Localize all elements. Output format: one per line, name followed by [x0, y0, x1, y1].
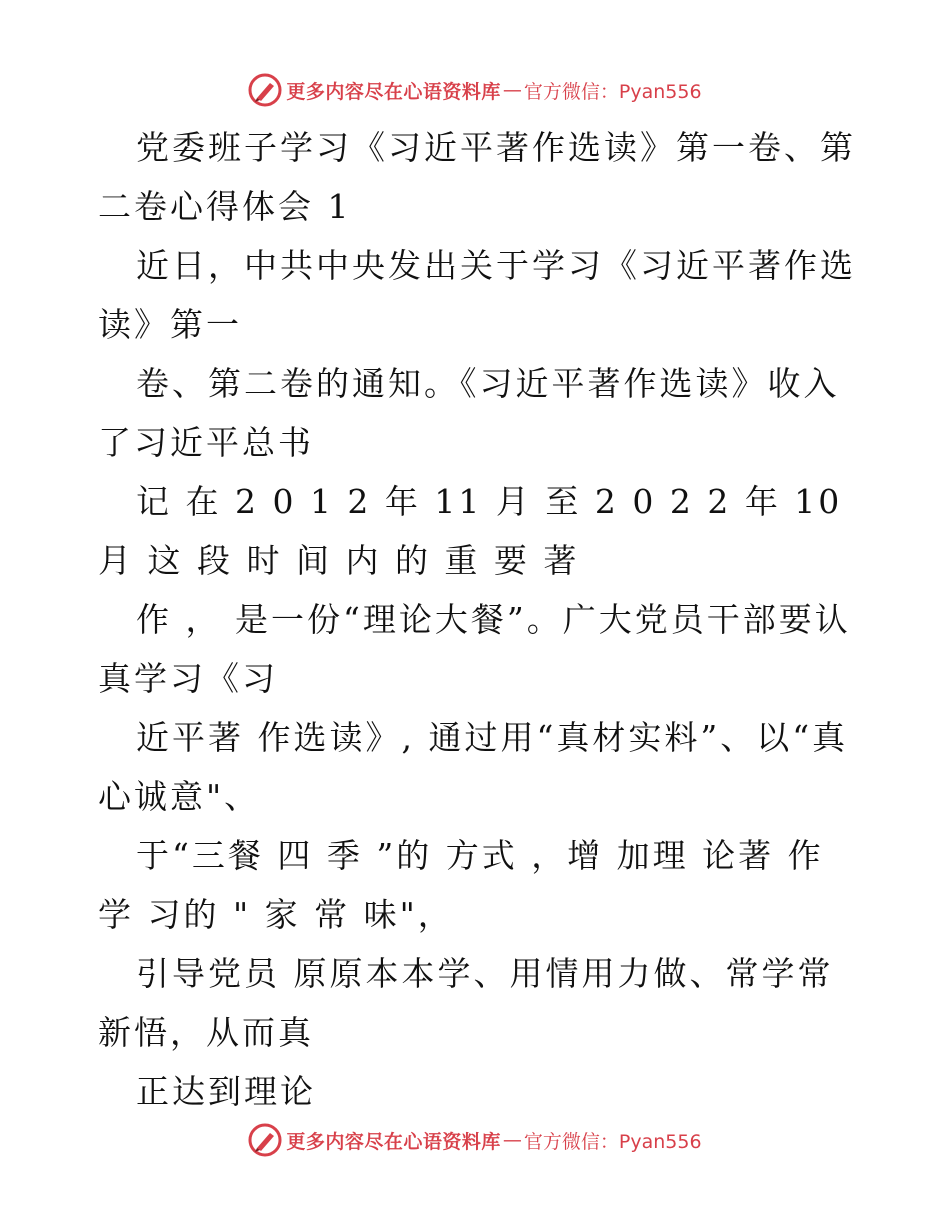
pen-circle-logo-icon	[248, 73, 282, 107]
paragraph: 正达到理论	[136, 1072, 316, 1111]
document-title: 党委班子学习《习近平著作选读》第一卷、第二卷心得体会 1	[98, 128, 856, 226]
paragraph: 作 ， 是一份“理论大餐”。广大党员干部要认真学习《习	[98, 600, 851, 698]
header-banner	[0, 68, 950, 112]
banner-text: 更多内容尽在心语资料库	[286, 1130, 501, 1153]
banner-wechat: 官方微信：Pyan556	[523, 80, 702, 103]
paragraph: 卷、第二卷的通知。《习近平著作选读》收入了习近平总书	[98, 364, 840, 462]
banner-separator: —	[502, 79, 522, 101]
banner-wechat: 官方微信：Pyan556	[523, 1130, 702, 1153]
pen-circle-logo-icon	[248, 1123, 282, 1157]
footer-banner	[0, 1118, 950, 1162]
paragraph: 近平著 作选读》, 通过用“真材实料”、以“真心诚意"、	[98, 718, 849, 816]
document-body	[98, 118, 858, 1121]
paragraph: 引导党员 原原本本学、用情用力做、常学常新悟，从而真	[98, 954, 834, 1052]
banner-text: 更多内容尽在心语资料库	[286, 80, 501, 103]
paragraph: 近日，中共中央发出关于学习《习近平著作选读》第一	[98, 246, 856, 344]
paragraph: 于“三餐 四 季 ”的 方式 ，增 加理 论著 作学 习的 " 家 常 味"，	[98, 836, 824, 934]
banner-separator: —	[502, 1129, 522, 1151]
paragraph: 记 在 2 0 1 2 年 11 月 至 2 0 2 2 年 10 月 这 段 时 间 内 的 重 要 著	[98, 482, 843, 580]
